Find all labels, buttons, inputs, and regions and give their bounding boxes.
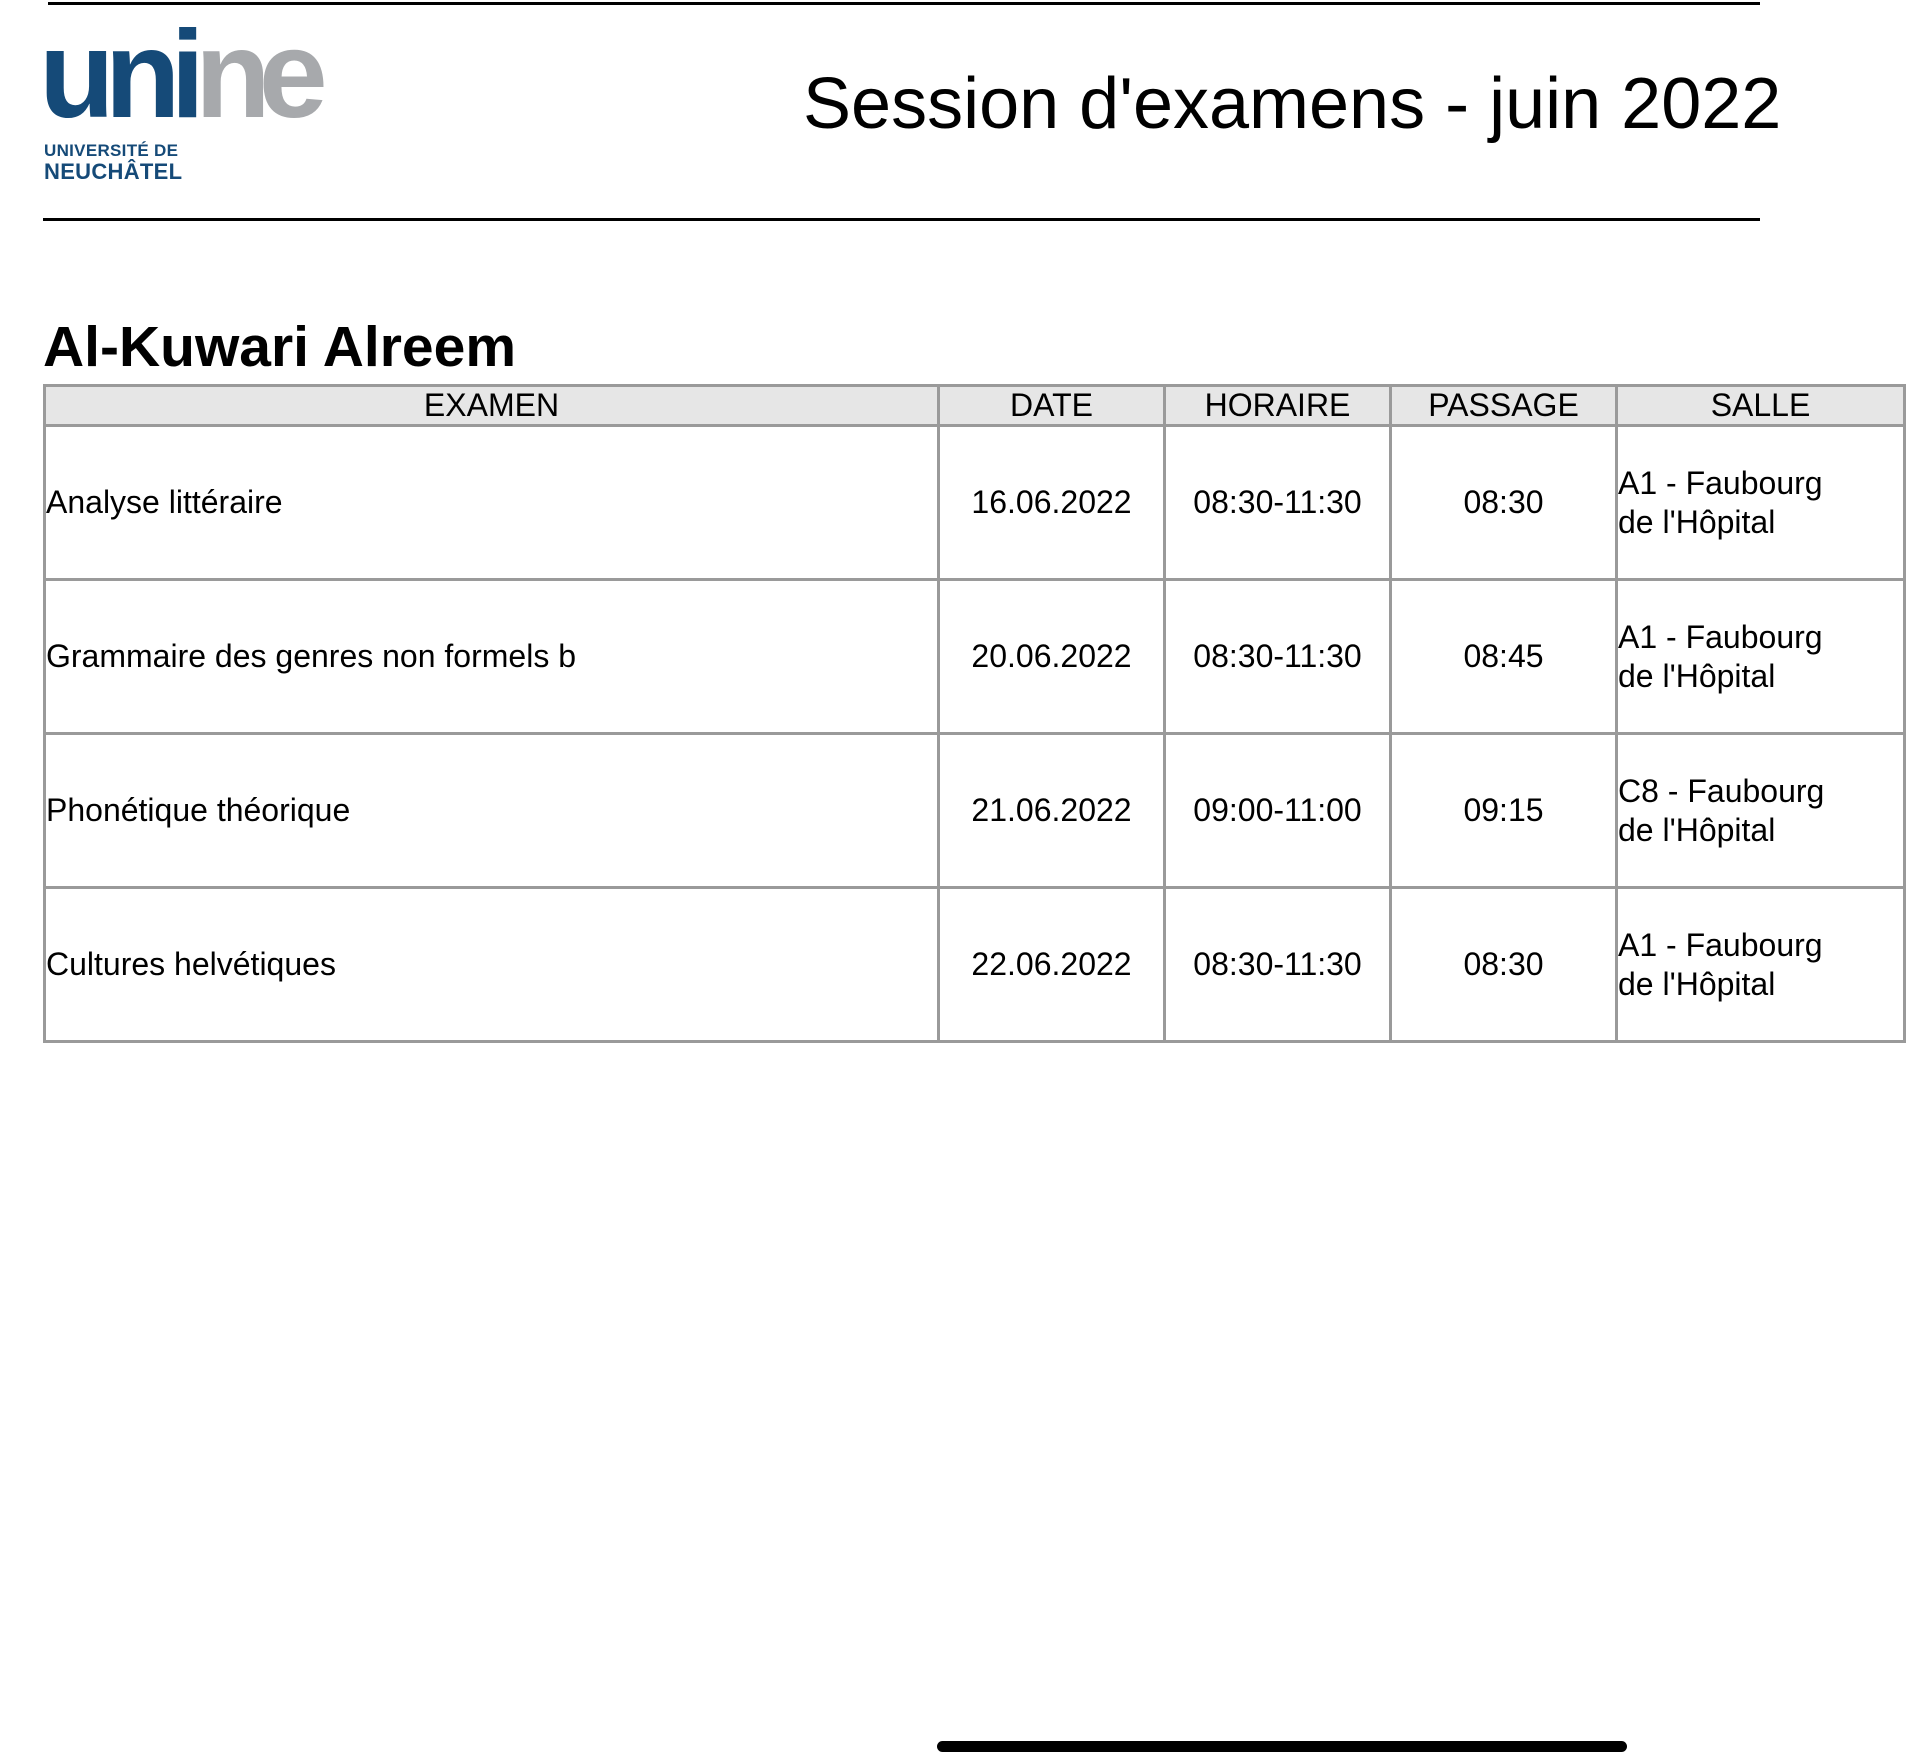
header-divider xyxy=(43,218,1760,221)
column-header-passage: PASSAGE xyxy=(1391,386,1617,426)
horaire-cell: 08:30-11:30 xyxy=(1165,888,1391,1042)
salle-cell xyxy=(1617,734,1905,888)
horaire-cell: 08:30-11:30 xyxy=(1165,580,1391,734)
salle-cell xyxy=(1617,426,1905,580)
horaire-cell: 08:30-11:30 xyxy=(1165,426,1391,580)
date-cell: 16.06.2022 xyxy=(939,426,1165,580)
logo-wordmark-dark: uni xyxy=(39,6,195,144)
column-header-date: DATE xyxy=(939,386,1165,426)
table-header-row xyxy=(45,386,1905,426)
salle-line-1: A1 - Faubourg xyxy=(1618,618,1823,655)
column-header-salle: SALLE xyxy=(1617,386,1905,426)
salle-cell xyxy=(1617,888,1905,1042)
passage-cell: 08:30 xyxy=(1391,888,1617,1042)
table-row xyxy=(45,888,1905,1042)
column-header-examen: EXAMEN xyxy=(45,386,939,426)
exam-name-cell: Cultures helvétiques xyxy=(45,888,939,1042)
salle-line-1: A1 - Faubourg xyxy=(1618,926,1823,963)
salle-line-2: de l'Hôpital xyxy=(1618,811,1776,848)
session-title: Session d'examens - juin 2022 xyxy=(803,64,1782,144)
student-name: Al-Kuwari Alreem xyxy=(43,315,517,379)
logo-subtitle xyxy=(44,142,182,183)
exam-table xyxy=(43,384,1906,1043)
column-header-horaire: HORAIRE xyxy=(1165,386,1391,426)
salle-line-2: de l'Hôpital xyxy=(1618,965,1776,1002)
home-indicator[interactable] xyxy=(937,1741,1627,1752)
unine-logo-icon xyxy=(39,6,316,144)
salle-line-1: A1 - Faubourg xyxy=(1618,464,1823,501)
logo-line-2: NEUCHÂTEL xyxy=(44,158,183,184)
salle-line-1: C8 - Faubourg xyxy=(1618,772,1825,809)
top-rule xyxy=(48,2,1760,5)
passage-cell: 09:15 xyxy=(1391,734,1617,888)
date-cell: 22.06.2022 xyxy=(939,888,1165,1042)
table-row xyxy=(45,580,1905,734)
exam-name-cell: Grammaire des genres non formels b xyxy=(45,580,939,734)
date-cell: 20.06.2022 xyxy=(939,580,1165,734)
logo-wordmark-light: ne xyxy=(195,6,316,144)
exam-name-cell: Analyse littéraire xyxy=(45,426,939,580)
passage-cell: 08:30 xyxy=(1391,426,1617,580)
salle-line-2: de l'Hôpital xyxy=(1618,503,1776,540)
horaire-cell: 09:00-11:00 xyxy=(1165,734,1391,888)
date-cell: 21.06.2022 xyxy=(939,734,1165,888)
table-row xyxy=(45,734,1905,888)
salle-cell xyxy=(1617,580,1905,734)
university-logo xyxy=(39,6,316,192)
exam-name-cell: Phonétique théorique xyxy=(45,734,939,888)
logo-line-1: UNIVERSITÉ DE xyxy=(44,141,179,160)
salle-line-2: de l'Hôpital xyxy=(1618,657,1776,694)
passage-cell: 08:45 xyxy=(1391,580,1617,734)
table-row xyxy=(45,426,1905,580)
